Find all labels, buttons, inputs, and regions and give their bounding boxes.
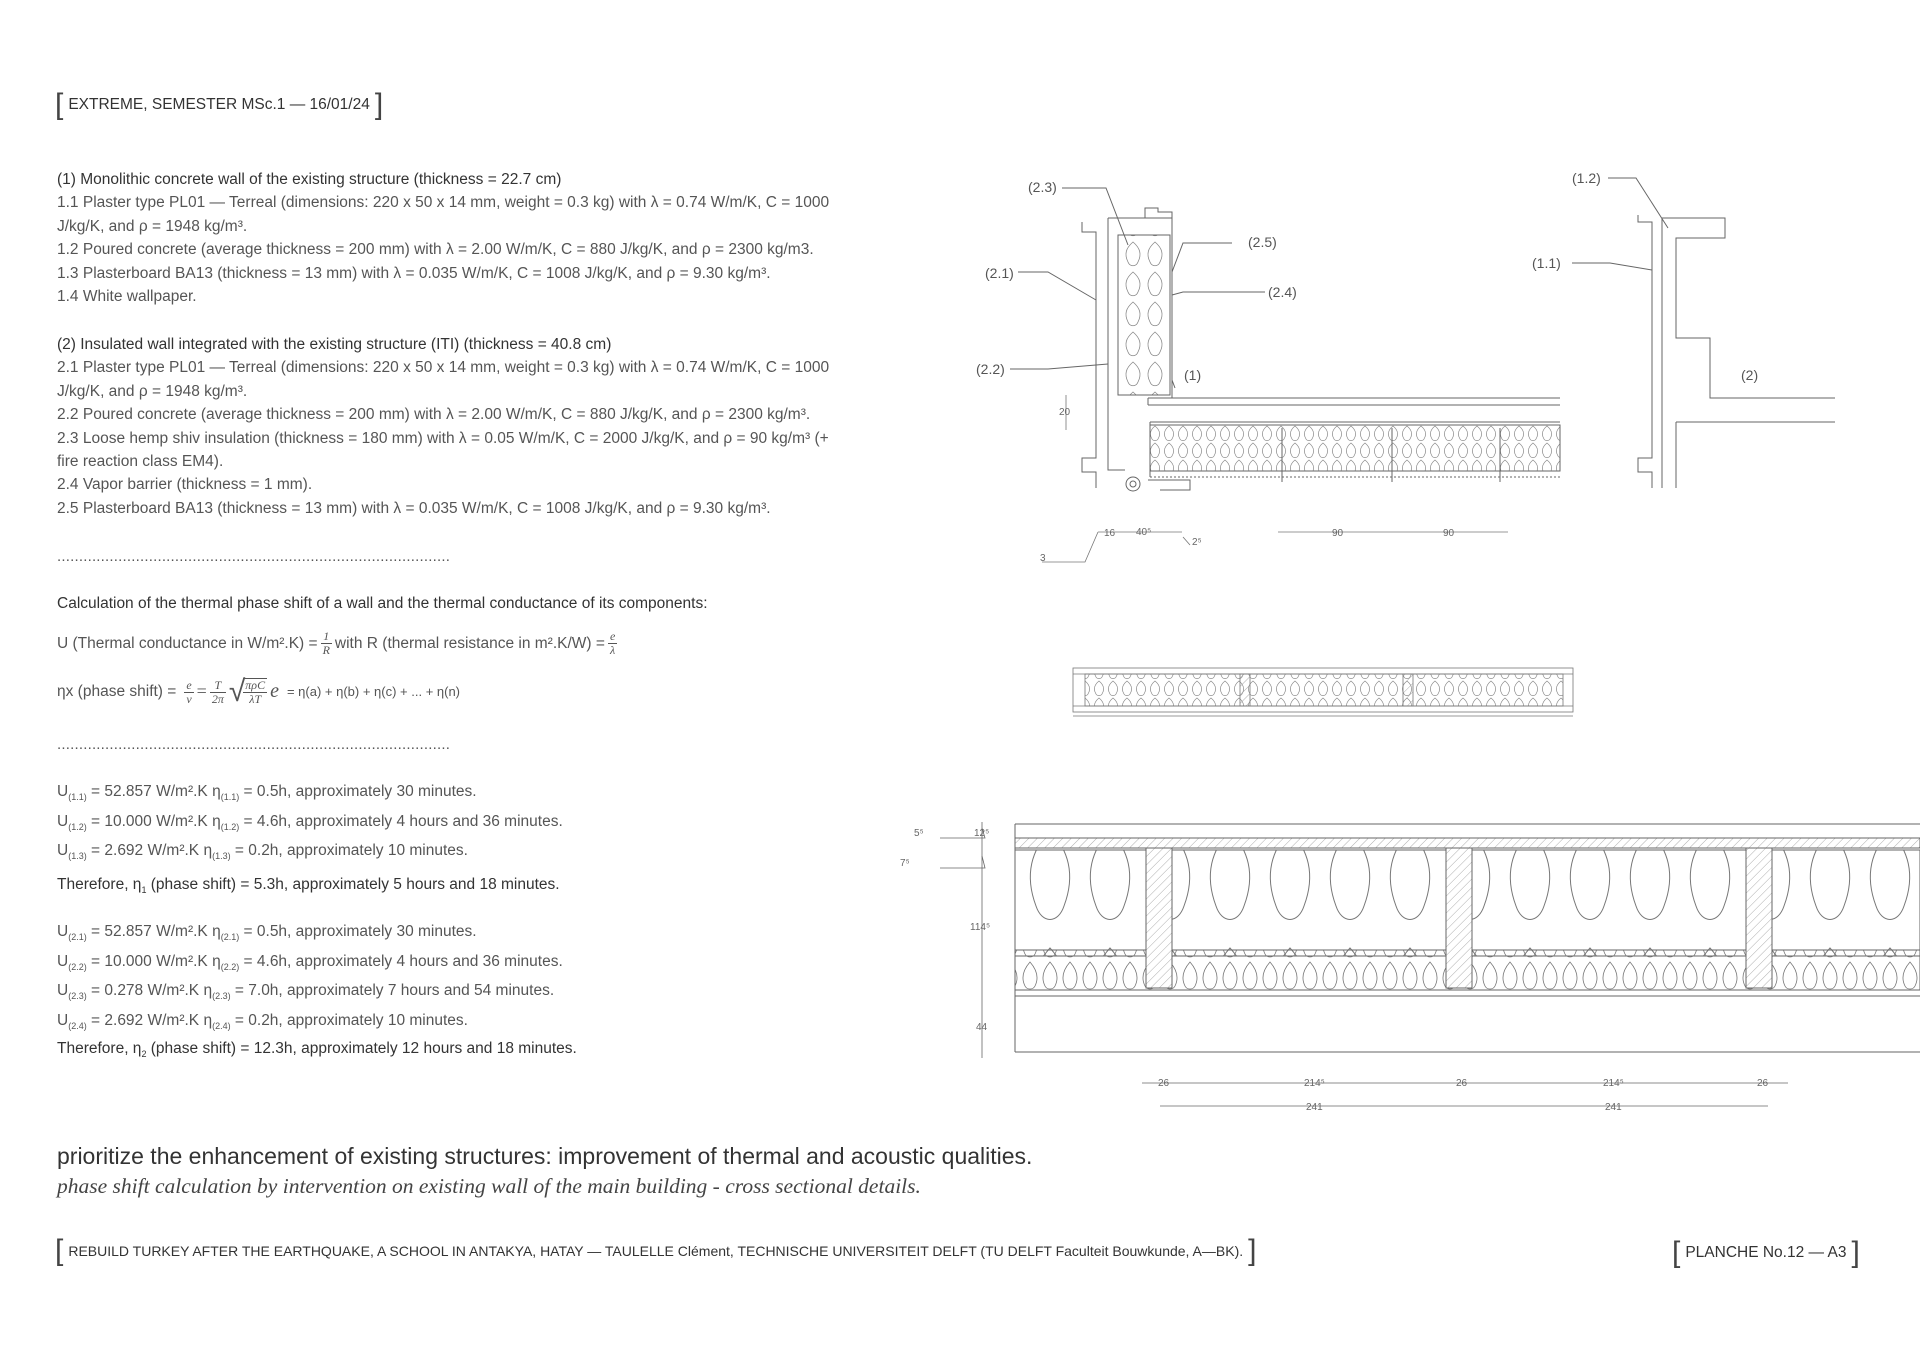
main-title: prioritize the enhancement of existing structures: improvement of thermal and acoustic qualities. — [57, 1143, 1033, 1169]
dim-w241b: 241 — [1605, 1102, 1622, 1113]
u-with: with R (thermal resistance in m².K/W) = — [334, 634, 605, 652]
dim-7: 7⁵ — [900, 858, 910, 869]
label-2-3: (2.3) — [1028, 179, 1057, 195]
eta-frac1-num: e — [186, 677, 192, 692]
result-row: $U_{(1.1)} = 52.857$ W/m².K $\eta_{(1.1)} = 0.5h$, approximately 30 minutes. — [57, 783, 477, 802]
dim-w26c: 26 — [1757, 1078, 1769, 1089]
dim-90a: 90 — [1332, 528, 1344, 539]
wall2-title: (2) Insulated wall integrated with the existing structure (ITI) (thickness = 40.8 cm) — [57, 336, 612, 353]
section-wall-insulated — [1010, 188, 1560, 491]
eta-equals: = — [196, 681, 207, 702]
u-label: U (Thermal conductance in W/m².K) = — [57, 634, 318, 652]
dim-w214b: 214⁵ — [1603, 1078, 1624, 1089]
label-2-2: (2.2) — [976, 361, 1005, 377]
label-1-2: (1.2) — [1572, 170, 1601, 186]
panel-section-small — [1073, 668, 1573, 716]
wall1-line: J/kg/K, and ρ = 1948 kg/m³. — [57, 217, 248, 235]
dim-w26a: 26 — [1158, 1078, 1170, 1089]
dim-w214a: 214⁵ — [1304, 1078, 1325, 1089]
wall2-line: 2.4 Vapor barrier (thickness = 1 mm). — [57, 476, 313, 494]
wall1-title: (1) Monolithic concrete wall of the existing structure (thickness = 22.7 cm) — [57, 171, 562, 188]
result-row: $U_{(1.3)} = 2.692$ W/m².K $\eta_{(1.3)} = 0.2h$, approximately 10 minutes. — [57, 842, 468, 861]
panel-section-large — [940, 822, 1920, 1106]
header-text: EXTREME, SEMESTER MSc.1 — 16/01/24 — [68, 96, 370, 113]
result-row: $U_{(2.2)} = 10.000$ W/m².K $\eta_{(2.2)} = 4.6h$, approximately 4 hours and 36 minutes. — [57, 952, 563, 972]
label-1: (1) — [1184, 367, 1202, 383]
therefore-wall2: Therefore, $\eta_2$ (phase shift) = 12.3h, approximately 12 hours and 18 minutes. — [57, 1040, 577, 1059]
dim-20: 20 — [1059, 407, 1071, 418]
eta-sqrt-num: πρC — [245, 678, 266, 692]
dim-16: 16 — [1104, 528, 1116, 539]
dim-90b: 90 — [1443, 528, 1455, 539]
drawing-labels — [976, 170, 1758, 383]
bracket-open: [ — [55, 88, 64, 121]
bracket-open: [ — [55, 1234, 64, 1267]
eta-frac2-den: 2π — [211, 691, 224, 706]
dim-12: 12⁵ — [974, 828, 990, 839]
calc-heading: Calculation of the thermal phase shift of a wall and the thermal conductance of its components: — [57, 595, 708, 612]
footer-right-text: PLANCHE No.12 — A3 — [1685, 1244, 1847, 1261]
wall2-line: J/kg/K, and ρ = 1948 kg/m³. — [57, 382, 248, 400]
dim-3: 3 — [1040, 553, 1046, 564]
wall1-line: 1.1 Plaster type PL01 — Terreal (dimensions: 220 x 50 x 14 mm, weight = 0.3 kg) with λ = 0.74 W/m/K, C = 1000 — [57, 194, 830, 212]
result-row: $U_{(2.4)} = 2.692$ W/m².K $\eta_{(2.4)} = 0.2h$, approximately 10 minutes. — [57, 1011, 468, 1031]
dim-40: 40⁵ — [1136, 527, 1152, 538]
label-2-5: (2.5) — [1248, 234, 1277, 250]
u-frac-num: 1 — [321, 630, 332, 644]
wall2-line: 2.3 Loose hemp shiv insulation (thickness = 180 mm) with λ = 0.05 W/m/K, C = 2000 J/kg/K, and ρ = 90 kg/m³ (+ — [57, 429, 829, 447]
separator-1: .......................................................................................... — [57, 548, 451, 565]
wall2-line: 2.5 Plasterboard BA13 (thickness = 13 mm) with λ = 0.035 W/m/K, C = 1008 J/kg/K, and ρ = 9.30 kg/m³. — [57, 499, 771, 517]
wall2-line: fire reaction class EM4). — [57, 453, 224, 471]
eta-label: ηx (phase shift) = — [57, 683, 177, 701]
dim-114: 114⁵ — [970, 922, 991, 933]
r-frac-num: e — [609, 629, 616, 643]
dim-2: 2⁵ — [1192, 537, 1202, 548]
sqrt-icon: √ — [228, 675, 246, 709]
bracket-open: [ — [1672, 1236, 1681, 1269]
wall2-line: 2.1 Plaster type PL01 — Terreal (dimensions: 220 x 50 x 14 mm, weight = 0.3 kg) with λ = 0.74 W/m/K, C = 1000 — [57, 359, 830, 377]
eta-sqrt-den: λT — [249, 692, 262, 706]
dim-w26b: 26 — [1456, 1078, 1468, 1089]
result-row: $U_{(2.1)} = 52.857$ W/m².K $\eta_{(2.1)} = 0.5h$, approximately 30 minutes. — [57, 923, 477, 942]
result-row: $U_{(2.3)} = 0.278$ W/m².K $\eta_{(2.3)} = 7.0h$, approximately 7 hours and 54 minutes. — [57, 982, 555, 1001]
bracket-close: ] — [1851, 1236, 1860, 1269]
label-2-1: (2.1) — [985, 265, 1014, 281]
label-2-4: (2.4) — [1268, 284, 1297, 300]
wall1-line: 1.4 White wallpaper. — [57, 288, 197, 306]
footer-left — [55, 1236, 1256, 1266]
wall2-line: 2.2 Poured concrete (average thickness = 200 mm) with λ = 2.00 W/m/K, C = 880 J/kg/K, and ρ = 2300 kg/m³. — [57, 406, 811, 424]
eta-e: e — [270, 680, 279, 703]
dim-w241a: 241 — [1306, 1102, 1323, 1113]
label-2: (2) — [1741, 367, 1759, 383]
sub-title: phase shift calculation by intervention on existing wall of the main building - cross sectional details. — [57, 1174, 921, 1198]
dim-44: 44 — [976, 1022, 988, 1033]
eta-frac1-den: v — [186, 691, 192, 706]
footer-right — [1672, 1238, 1860, 1268]
eta-frac2-num: T — [210, 679, 226, 693]
u-frac-den: R — [322, 643, 330, 657]
wall1-line: 1.3 Plasterboard BA13 (thickness = 13 mm) with λ = 0.035 W/m/K, C = 1008 J/kg/K, and ρ = 9.30 kg/m³. — [57, 264, 771, 282]
footer-left-text: REBUILD TURKEY AFTER THE EARTHQUAKE, A SCHOOL IN ANTAKYA, HATAY — TAULELLE Clément, TECHNISCHE UNIVERSITEIT DELFT (TU DELFT Faculteit Bouwkunde, A—BK). — [68, 1243, 1244, 1259]
wall1-line: 1.2 Poured concrete (average thickness = 200 mm) with λ = 2.00 W/m/K, C = 880 J/kg/K, and ρ = 2300 kg/m3. — [57, 241, 814, 259]
r-frac-den: λ — [610, 643, 616, 657]
label-1-1: (1.1) — [1532, 255, 1561, 271]
result-row: $U_{(1.2)} = 10.000$ W/m².K $\eta_{(1.2)} = 4.6h$, approximately 4 hours and 36 minutes. — [57, 812, 563, 832]
bracket-close: ] — [374, 88, 384, 121]
section-wall-existing — [1572, 178, 1835, 488]
separator-2: .......................................................................................... — [57, 736, 451, 753]
therefore-wall1: Therefore, $\eta_1$ (phase shift) = 5.3h, approximately 5 hours and 18 minutes. — [57, 876, 560, 895]
dim-5: 5⁵ — [914, 828, 924, 839]
eta-sum: = η(a) + η(b) + η(c) + ... + η(n) — [286, 684, 461, 700]
bracket-close: ] — [1248, 1234, 1257, 1267]
